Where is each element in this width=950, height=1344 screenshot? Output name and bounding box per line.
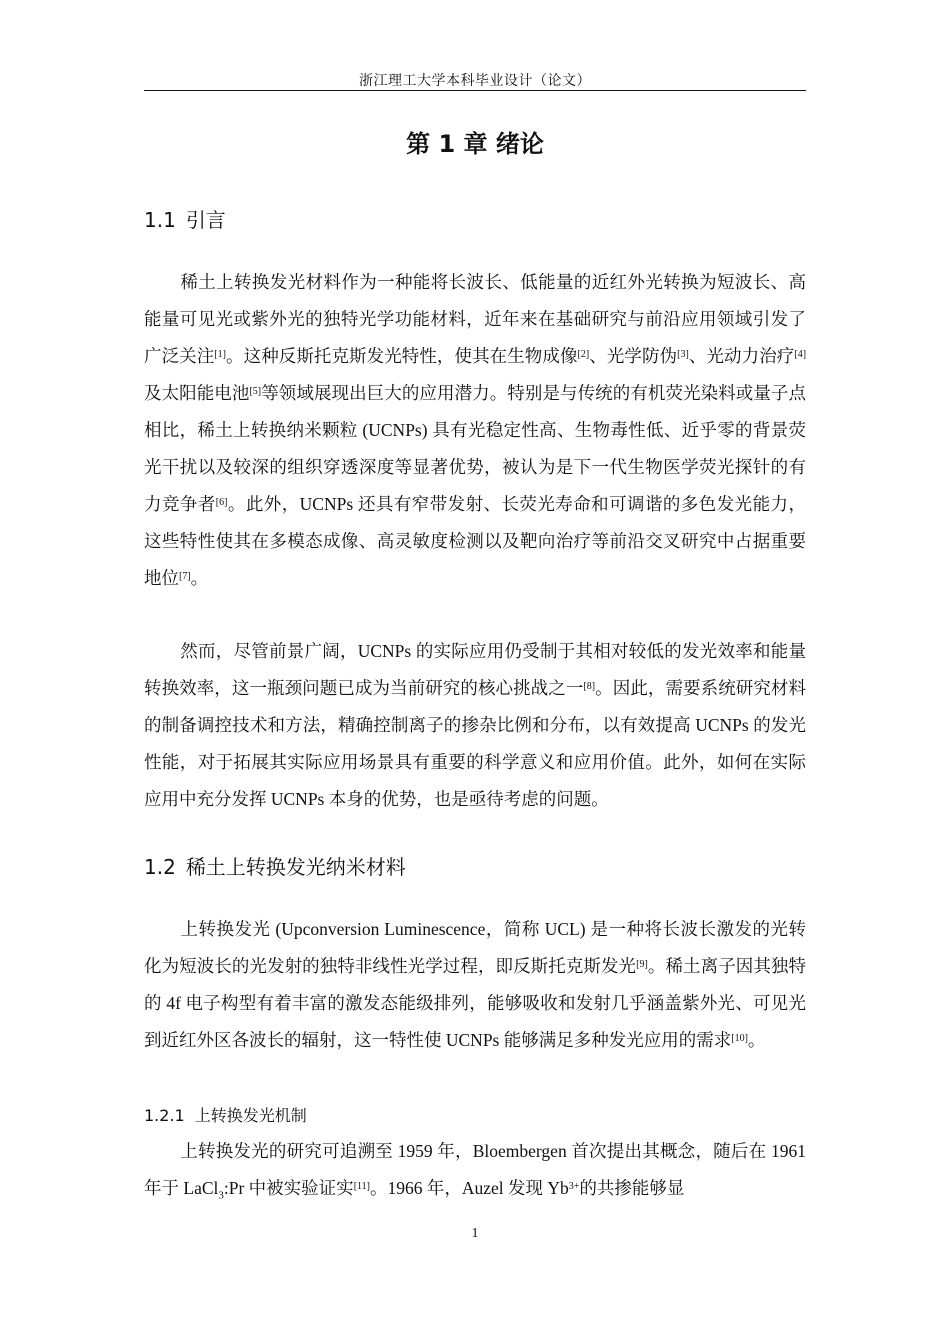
citation: [8] bbox=[583, 681, 596, 692]
page-number: 1 bbox=[471, 1226, 479, 1241]
subsection-number: 1.2.1 bbox=[144, 1106, 185, 1125]
superscript: 3+ bbox=[568, 1181, 580, 1192]
paragraph-intro-2: 然而，尽管前景广阔，UCNPs 的实际应用仍受制于其相对较低的发光效率和能量转换效率，这一瓶颈问题已成为当前研究的核心挑战之一[8]。因此，需要系统研究材料的制备调控技术和方法，精确控制离子的掺杂比例和分布，以有效提高 UCNPs 的发光性能，对于拓展其实际应用场景具有重要的科学意义和应用价值。此外，如何在实际应用中充分发挥 UCNPs 本身的优势，也是亟待考虑的问题。 bbox=[144, 641, 807, 809]
running-header: 浙江理工大学本科毕业设计（论文） bbox=[359, 74, 591, 89]
citation: [10] bbox=[731, 1033, 748, 1044]
section-heading-1-2 bbox=[144, 851, 406, 880]
citation: [5] bbox=[249, 386, 262, 397]
subsection-heading-1-2-1 bbox=[144, 1103, 307, 1126]
citation: [11] bbox=[353, 1181, 370, 1192]
section-heading-1-1 bbox=[144, 204, 226, 233]
citation: [7] bbox=[179, 571, 191, 582]
header-rule bbox=[144, 90, 806, 91]
section-title: 引言 bbox=[185, 208, 226, 232]
paragraph-mechanism: 上转换发光的研究可追溯至 1959 年，Bloembergen 首次提出其概念，随后在 1961 年于 LaCl$_3$:Pr 中被实验证实[11]。1966 年，Auzel 发现 $Yb^{3+}$的共掺能够显 bbox=[144, 1141, 806, 1202]
subsection-title: 上转换发光机制 bbox=[194, 1106, 307, 1125]
citation: [2] bbox=[577, 349, 590, 360]
paragraph-ucnp: 上转换发光 (Upconversion Luminescence，简称 UCL) 是一种将长波长激发的光转化为短波长的光发射的独特非线性光学过程，即反斯托克斯发光[9]。稀土离子因其独特的 4f 电子构型有着丰富的激发态能级排列，能够吸收和发射几乎涵盖紫外光、可见光到近红外区各波长的辐射，这一特性使 UCNPs 能够满足多种发光应用的需求[10]。 bbox=[144, 919, 806, 1050]
subscript: 3 bbox=[218, 1189, 224, 1202]
section-number: 1.1 bbox=[144, 208, 176, 232]
citation: [9] bbox=[636, 959, 648, 970]
citation: [4] bbox=[794, 349, 807, 360]
section-title: 稀土上转换发光纳米材料 bbox=[185, 855, 406, 879]
section-number: 1.2 bbox=[144, 855, 176, 879]
citation: [6] bbox=[215, 497, 228, 508]
citation: [3] bbox=[677, 349, 689, 360]
chapter-title: 第 1 章 绪论 bbox=[406, 130, 544, 158]
paragraph-intro-1: 稀土上转换发光材料作为一种能将长波长、低能量的近红外光转换为短波长、高能量可见光或紫外光的独特光学功能材料，近年来在基础研究与前沿应用领域引发了广泛关注[1]。这种反斯托克斯发光特性，使其在生物成像[2]、光学防伪[3]、光动力治疗[4]及太阳能电池[5]等领域展现出巨大的应用潜力。特别是与传统的有机荧光染料或量子点相比，稀土上转换纳米颗粒 (UCNPs) 具有光稳定性高、生物毒性低、近乎零的背景荧光干扰以及较深的组织穿透深度等显著优势，被认为是下一代生物医学荧光探针的有力竞争者[6]。此外，UCNPs 还具有窄带发射、长荧光寿命和可调谐的多色发光能力，这些特性使其在多模态成像、高灵敏度检测以及靶向治疗等前沿交叉研究中占据重要地位[7]。 bbox=[144, 272, 807, 588]
citation: [1] bbox=[214, 349, 226, 360]
